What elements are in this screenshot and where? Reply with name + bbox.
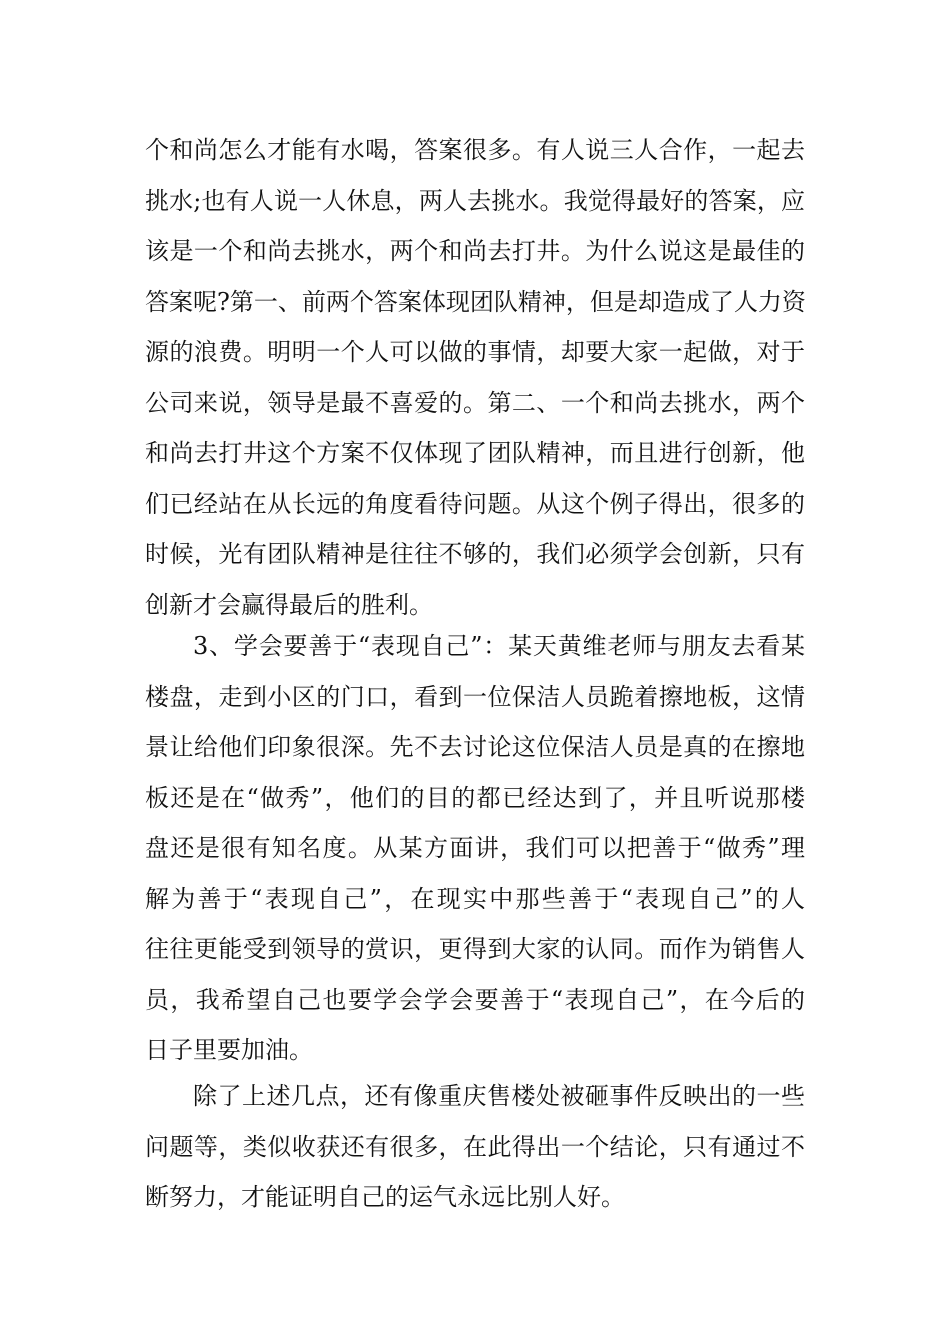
paragraph-teamwork-innovation <box>145 125 805 630</box>
text-line: 们已经站在从长远的角度看待问题。从这个例子得出，很多的 <box>145 489 805 518</box>
text-line: 员，我希望自己也要学会学会要善于“表现自己”，在今后的 <box>145 985 805 1014</box>
text-line: 除了上述几点，还有像重庆售楼处被砸事件反映出的一些 <box>193 1082 805 1110</box>
text-line: 公司来说，领导是最不喜爱的。第二、一个和尚去挑水，两个 <box>145 388 805 417</box>
text-line: 解为善于“表现自己”，在现实中那些善于“表现自己”的人 <box>145 884 805 913</box>
text-line: 往往更能受到领导的赏识，更得到大家的认同。而作为销售人 <box>145 935 805 963</box>
text-line: 板还是在“做秀”，他们的目的都已经达到了，并且听说那楼 <box>145 783 805 812</box>
text-line: 答案呢?第一、前两个答案体现团队精神，但是却造成了人力资 <box>145 287 806 316</box>
text-line: 该是一个和尚去挑水，两个和尚去打井。为什么说这是最佳的 <box>145 237 805 265</box>
text-line: 楼盘，走到小区的门口，看到一位保洁人员跪着擦地板，这情 <box>145 682 805 711</box>
text-line: 个和尚怎么才能有水喝，答案很多。有人说三人合作，一起去 <box>145 136 805 164</box>
text-line: 景让给他们印象很深。先不去讨论这位保洁人员是真的在擦地 <box>145 733 805 761</box>
text-line: 挑水;也有人说一人休息，两人去挑水。我觉得最好的答案，应 <box>145 186 805 215</box>
text-line: 盘还是很有知名度。从某方面讲，我们可以把善于“做秀”理 <box>145 834 805 862</box>
paragraph-conclusion <box>145 1071 805 1223</box>
text-line: 日子里要加油。 <box>145 1036 313 1064</box>
text-line: 时候，光有团队精神是往往不够的，我们必须学会创新，只有 <box>145 540 805 568</box>
text-line: 3、学会要善于“表现自己”：某天黄维老师与朋友去看某 <box>193 632 805 660</box>
text-line: 创新才会赢得最后的胜利。 <box>145 590 433 619</box>
text-line: 源的浪费。明明一个人可以做的事情，却要大家一起做，对于 <box>145 338 805 366</box>
text-line: 和尚去打井这个方案不仅体现了团队精神，而且进行创新，他 <box>145 439 805 467</box>
text-line: 断努力，才能证明自己的运气永远比别人好。 <box>145 1183 625 1211</box>
text-line: 问题等，类似收获还有很多，在此得出一个结论，只有通过不 <box>145 1132 805 1161</box>
paragraph-show-yourself <box>145 621 805 1076</box>
